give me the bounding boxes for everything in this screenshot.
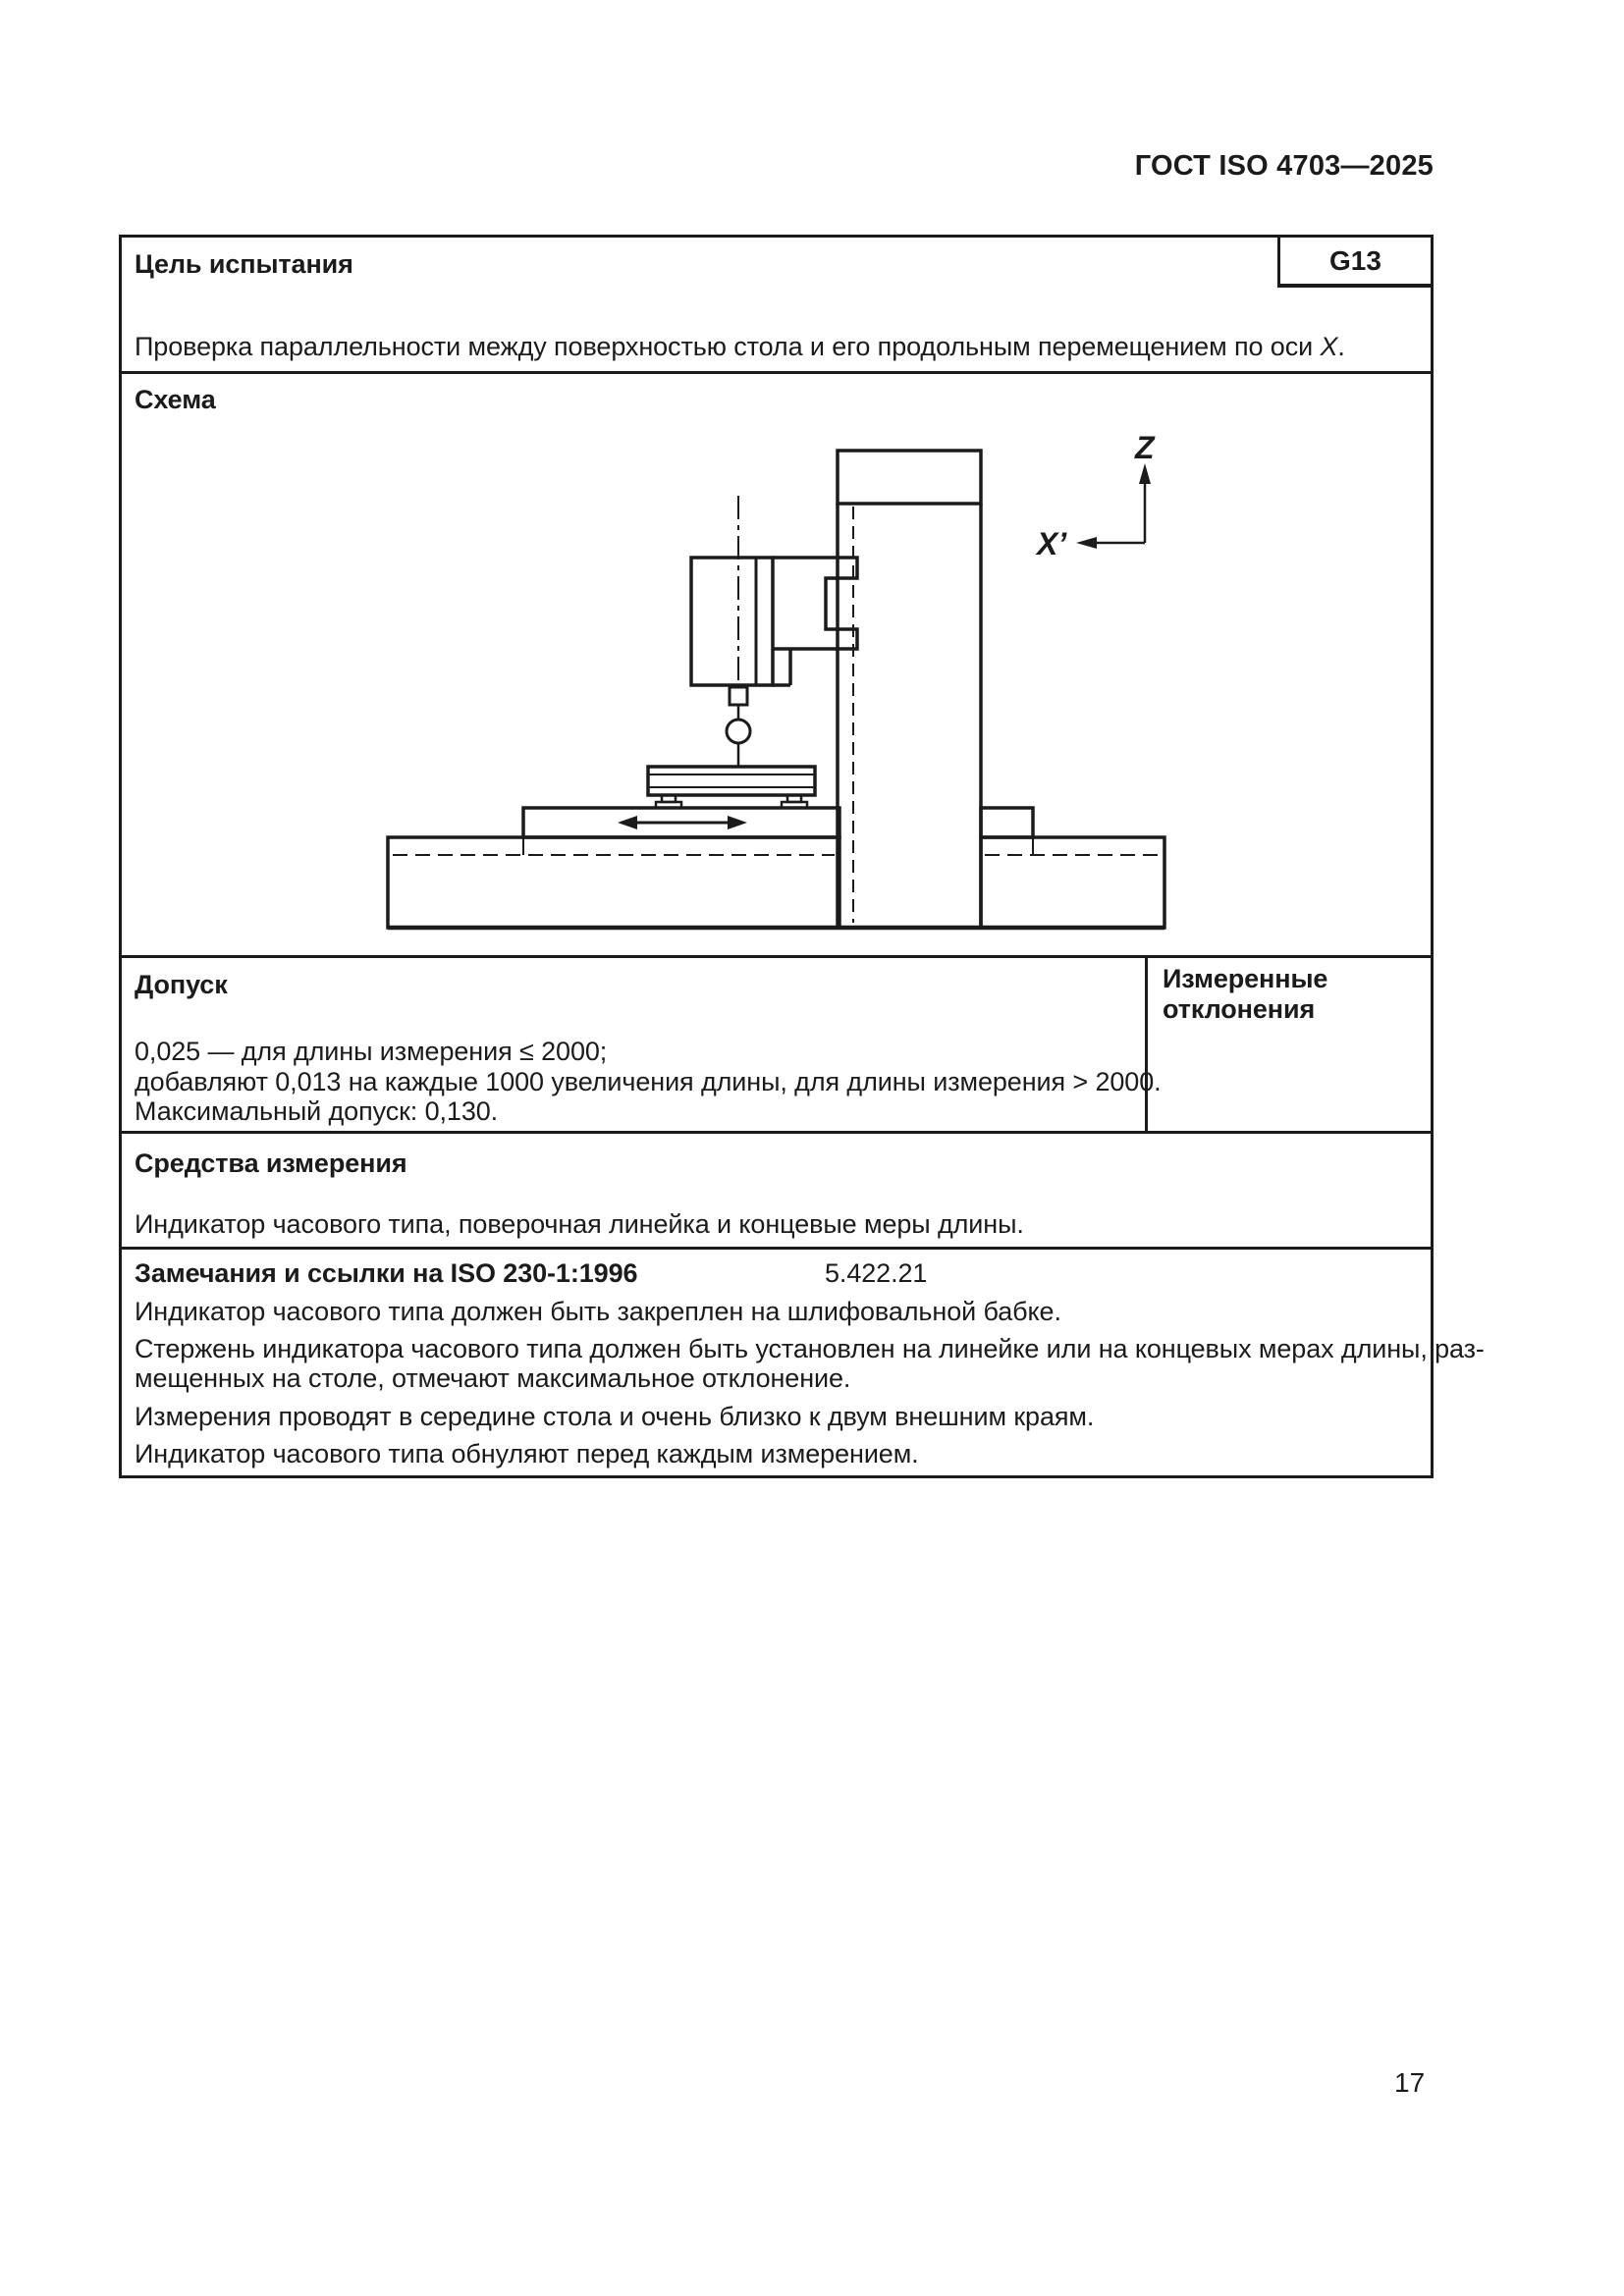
tolerance-line: Максимальный допуск: 0,130.	[135, 1096, 499, 1126]
notes-label: Замечания и ссылки на ISO 230-1:1996	[135, 1258, 638, 1288]
machine-bed-right	[981, 837, 1164, 928]
saddle-hidden-edges	[523, 837, 1033, 855]
row-divider-2	[122, 955, 1431, 958]
indicator-ball	[727, 720, 750, 743]
objective-text: Проверка параллельности между поверхностью стола и его продольным перемещением по оси X.	[135, 332, 1345, 361]
instruments-label: Средства измерения	[135, 1148, 407, 1178]
row-divider-3	[122, 1131, 1431, 1134]
work-table-right-stub	[981, 808, 1033, 837]
tolerance-line: добавляют 0,013 на каждые 1000 увеличения длины, для длины измерения > 2000.	[135, 1066, 1162, 1096]
notes-reference: 5.422.21	[825, 1258, 928, 1288]
axis-x-ref: X	[1320, 332, 1338, 361]
axis-z-label: Z	[1135, 430, 1155, 465]
tolerance-values	[135, 1037, 1162, 1127]
axis-indicator	[1035, 430, 1156, 561]
note-paragraph: Индикатор часового типа должен быть закреплен на шлифовальной бабке.	[135, 1297, 1061, 1326]
gauge-pad-right	[782, 802, 807, 808]
note-paragraph: Стержень индикатора часового типа должен быть установлен на линейке или на концевых мерах длины, раз- мещенных на столе, отмечают максимальное отклонение.	[135, 1334, 1485, 1393]
scheme-label: Схема	[135, 385, 216, 414]
straightedge-layers	[648, 774, 815, 787]
column-divider	[1145, 955, 1148, 1131]
straightedge	[648, 767, 815, 795]
instruments-text: Индикатор часового типа, поверочная линейка и концевые меры длины.	[135, 1209, 1024, 1239]
x-travel-arrow	[618, 816, 747, 829]
column-cap	[838, 451, 981, 504]
machine-bed-left	[388, 837, 839, 928]
tolerance-line: 0,025 — для длины измерения ≤ 2000;	[135, 1037, 608, 1066]
axis-x-arrowhead	[1076, 537, 1097, 549]
indicator-stem	[730, 687, 747, 705]
standard-number: ГОСТ ISO 4703—2025	[1134, 150, 1434, 182]
gauge-pad-left	[656, 802, 681, 808]
test-card-table	[119, 235, 1485, 1478]
head-bracket	[773, 558, 857, 649]
measured-deviations-label: Измеренные отклонения	[1163, 964, 1328, 1024]
machine-column	[838, 504, 981, 927]
objective-label: Цель испытания	[135, 249, 353, 279]
test-code: G13	[1329, 244, 1381, 276]
machine-diagram	[122, 373, 1431, 955]
test-code-badge	[1277, 238, 1431, 288]
axis-z-arrowhead	[1139, 463, 1151, 484]
note-paragraph: Индикатор часового типа обнуляют перед каждым измерением.	[135, 1439, 919, 1468]
head-step	[773, 649, 790, 685]
page-number: 17	[1394, 2067, 1426, 2098]
tolerance-label: Допуск	[135, 970, 228, 999]
grinding-head	[691, 558, 773, 685]
row-divider-4	[122, 1247, 1431, 1250]
note-paragraph: Измерения проводят в середине стола и очень близко к двум внешним краям.	[135, 1402, 1095, 1431]
axis-x-label: X’	[1037, 526, 1067, 561]
